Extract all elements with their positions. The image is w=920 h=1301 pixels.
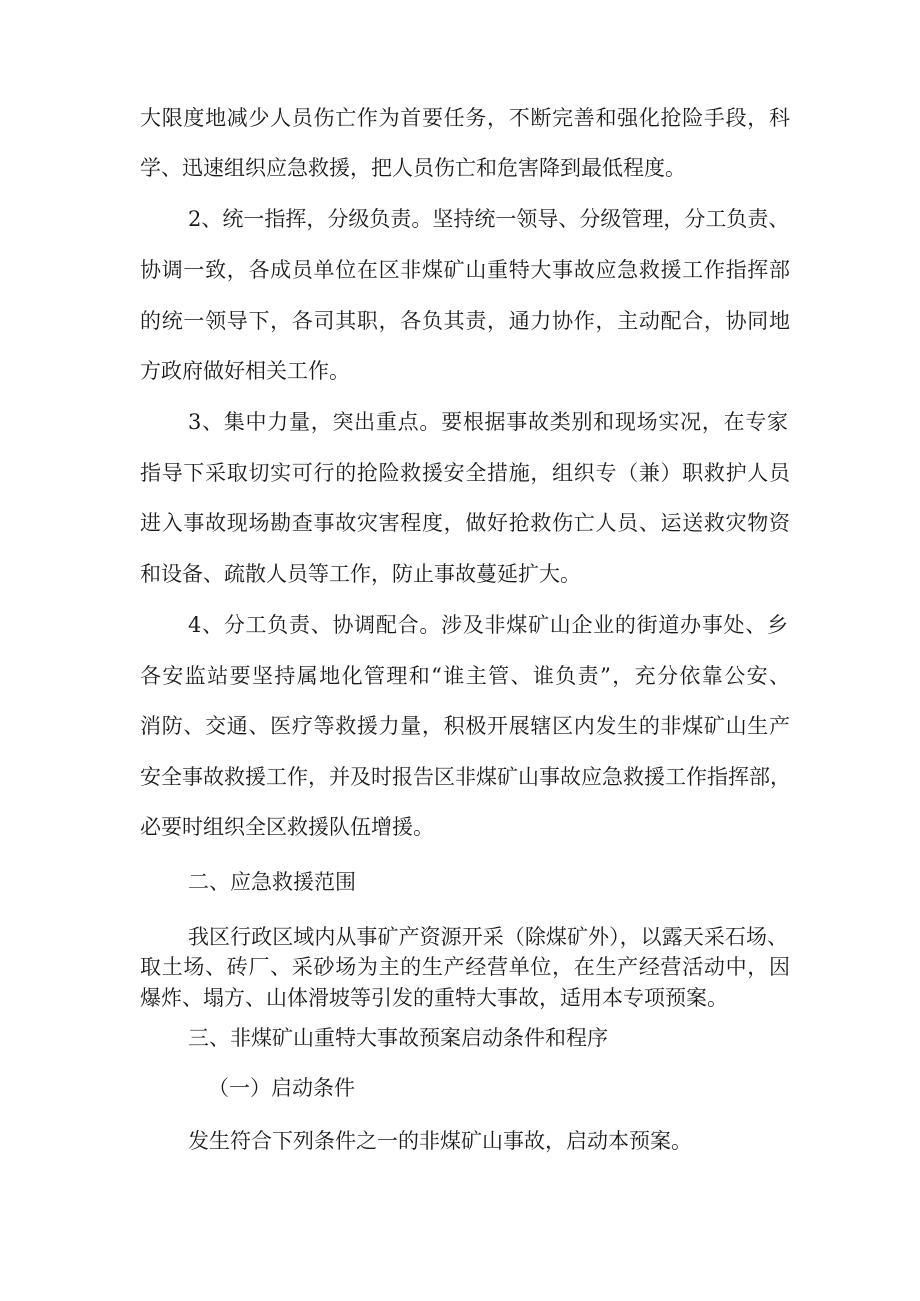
paragraph-5-line-2: 取土场、砖厂、采砂场为主的生产经营单位，在生产经营活动中，因: [140, 955, 790, 979]
paragraph-2-line-2: 协调一致，各成员单位在区非煤矿山重特大事故应急救援工作指挥部: [140, 258, 790, 282]
paragraph-3-line-1: 3、集中力量，突出重点。要根据事故类别和现场实况，在专家: [188, 410, 788, 434]
paragraph-4-line-2: 各安监站要坚持属地化管理和“谁主管、谁负责”，充分依靠公安、: [140, 664, 790, 688]
paragraph-4-line-3: 消防、交通、医疗等救援力量，积极开展辖区内发生的非煤矿山生产: [140, 714, 790, 738]
paragraph-1-line-1: 大限度地减少人员伤亡作为首要任务，不断完善和强化抢险手段，科: [140, 106, 790, 130]
paragraph-5-line-3: 爆炸、塌方、山体滑坡等引发的重特大事故，适用本专项预案。: [140, 986, 728, 1010]
subsection-heading-start-conditions: （一）启动条件: [208, 1076, 355, 1100]
paragraph-2-line-1: 2、统一指挥，分级负责。坚持统一领导、分级管理，分工负责、: [188, 207, 790, 231]
section-heading-scope: 二、应急救援范围: [188, 870, 356, 894]
paragraph-4-line-5: 必要时组织全区救援队伍增援。: [140, 815, 434, 839]
paragraph-2-line-4: 方政府做好相关工作。: [140, 359, 350, 383]
paragraph-2-line-3: 的统一领导下，各司其职，各负其责，通力协作，主动配合，协同地: [140, 309, 790, 333]
paragraph-3-line-4: 和设备、疏散人员等工作，防止事故蔓延扩大。: [140, 562, 581, 586]
paragraph-5-line-1: 我区行政区域内从事矿产资源开采（除煤矿外），以露天采石场、: [188, 925, 788, 949]
paragraph-1-line-2: 学、迅速组织应急救援，把人员伤亡和危害降到最低程度。: [140, 156, 686, 180]
section-heading-conditions: 三、非煤矿山重特大事故预案启动条件和程序: [188, 1026, 608, 1050]
paragraph-4-line-4: 安全事故救援工作，并及时报告区非煤矿山事故应急救援工作指挥部，: [140, 765, 791, 789]
paragraph-6-line-1: 发生符合下列条件之一的非煤矿山事故，启动本预案。: [188, 1129, 692, 1153]
paragraph-3-line-2: 指导下采取切实可行的抢险救援安全措施，组织专（兼）职救护人员: [140, 461, 790, 485]
paragraph-3-line-3: 进入事故现场勘查事故灾害程度，做好抢救伤亡人员、运送救灾物资: [140, 511, 790, 535]
paragraph-4-line-1: 4、分工负责、协调配合。涉及非煤矿山企业的街道办事处、乡: [188, 613, 788, 637]
